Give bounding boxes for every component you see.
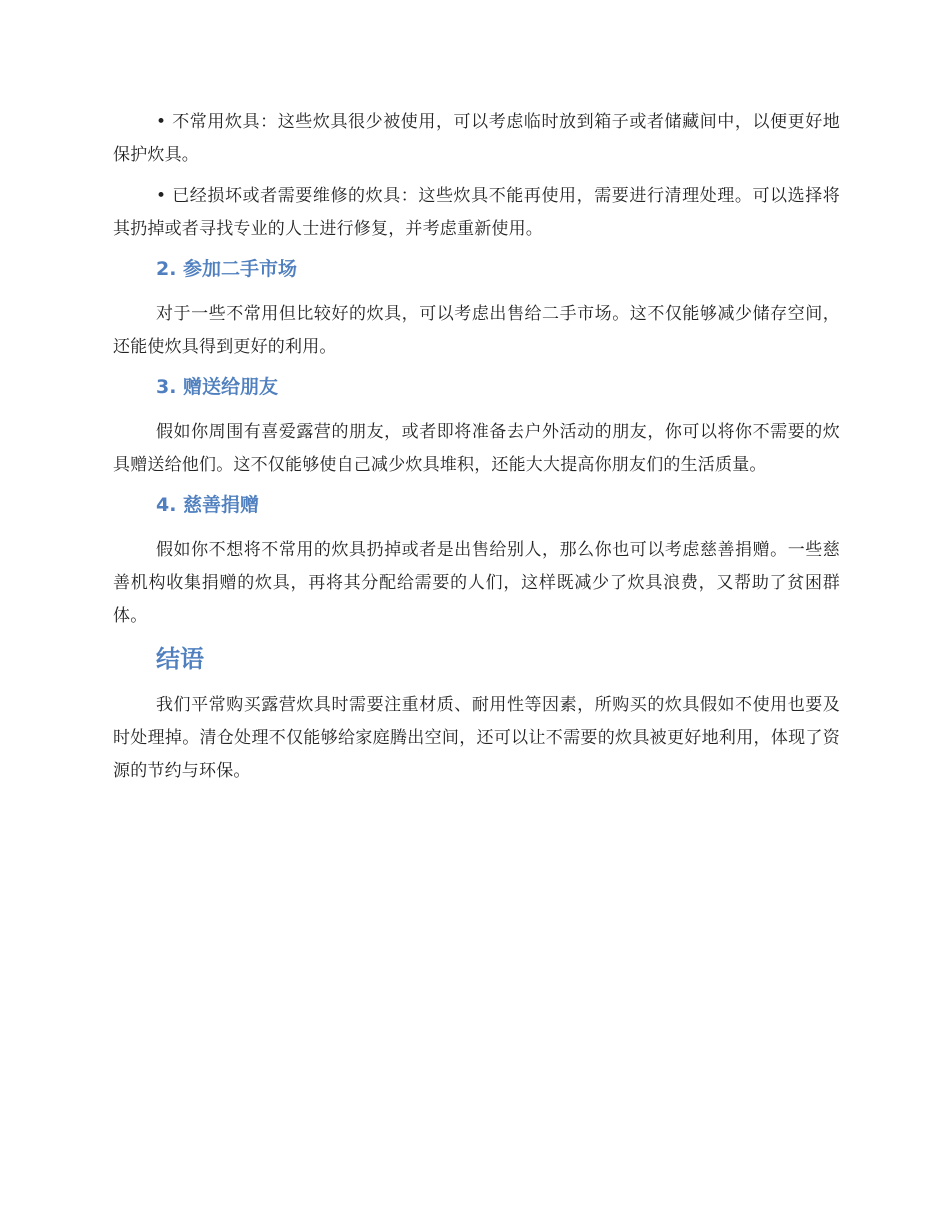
heading-gift-to-friends: 3. 赠送给朋友 [156, 376, 279, 398]
heading-conclusion: 结语 [156, 645, 204, 673]
paragraph-gift-to-friends: 假如你周围有喜爱露营的朋友，或者即将准备去户外活动的朋友，你可以将你不需要的炊具赠送给他们。这不仅能够使自己减少炊具堆积，还能大大提高你朋友们的生活质量。 [113, 422, 840, 475]
paragraph-second-hand-market: 对于一些不常用但比较好的炊具，可以考虑出售给二手市场。这不仅能够减少储存空间，还能使炊具得到更好的利用。 [113, 304, 840, 357]
paragraph-conclusion: 我们平常购买露营炊具时需要注重材质、耐用性等因素，所购买的炊具假如不使用也要及时处理掉。清仓处理不仅能够给家庭腾出空间，还可以让不需要的炊具被更好地利用，体现了资源的节约与环保。 [113, 695, 840, 781]
heading-second-hand-market: 2. 参加二手市场 [156, 258, 298, 280]
bullet-uncommon-cookware: • 不常用炊具：这些炊具很少被使用，可以考虑临时放到箱子或者储藏间中，以便更好地保护炊具。 [113, 112, 840, 165]
paragraph-charity-donation: 假如你不想将不常用的炊具扔掉或者是出售给别人，那么你也可以考虑慈善捐赠。一些慈善机构收集捐赠的炊具，再将其分配给需要的人们，这样既减少了炊具浪费，又帮助了贫困群体。 [113, 540, 840, 626]
document-page [113, 106, 840, 804]
bullet-damaged-cookware: • 已经损坏或者需要维修的炊具：这些炊具不能再使用，需要进行清理处理。可以选择将其扔掉或者寻找专业的人士进行修复，并考虑重新使用。 [113, 186, 840, 239]
heading-charity-donation: 4. 慈善捐赠 [156, 494, 260, 516]
